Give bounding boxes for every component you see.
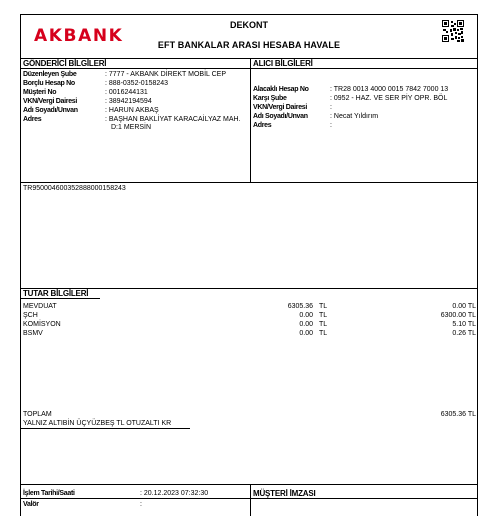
receiver-account-value: : TR28 0013 4000 0015 7842 7000 13 [330,86,449,93]
sender-address-value: : BAŞHAN BAKLİYAT KARACAİLYAZ MAH. [105,116,241,123]
transaction-date-value: : 20.12.2023 07:32:30 [140,490,209,497]
amount-row-cur1: TL [319,312,328,319]
amount-row-col2: 6300.00 TL [440,312,476,319]
akbank-logo: AKBANK [34,26,124,46]
amount-row-label: ŞCH [23,312,38,319]
transaction-date-underline [20,498,250,499]
amount-row-col1: 0.00 [299,330,313,337]
customer-signature-label: MÜŞTERİ İMZASI [253,489,316,498]
right-border [477,14,478,516]
sender-address-label: Adres [23,116,42,123]
amount-row-label: MEVDUAT [23,303,57,310]
amount-in-words: YALNIZ ALTIBİN ÜÇYÜZBEŞ TL OTUZALTI KR [23,420,172,427]
sender-title-underline [20,68,250,69]
receiver-account-label: Alacaklı Hesap No [253,86,309,93]
reference-bottom-line [20,288,478,289]
receiver-branch-value: : 0952 - HAZ. VE SER PİY OPR. BÖL [330,95,448,102]
amount-row-col1: 0.00 [299,312,313,319]
sender-name-value: : HARUN AKBAŞ [105,107,159,114]
total-value: 6305.36 TL [440,411,476,418]
receiver-section-title: ALICI BİLGİLERİ [253,59,313,68]
amount-section-title: TUTAR BİLGİLERİ [23,289,89,298]
receiver-tax-value: : [330,104,332,111]
party-info-bottom-line [20,182,478,183]
value-date-label: Valör [23,501,39,508]
receiver-name-label: Adı Soyadı/Unvan [253,113,308,120]
left-border [20,14,21,516]
amount-title-underline [20,298,100,299]
qr-code-icon [442,20,464,42]
amount-section-bottom-line [20,484,478,485]
amount-row-cur1: TL [319,321,328,328]
value-date-value: : [140,501,142,508]
reference-number: TR950004600352888000158243 [23,185,126,192]
sender-branch-value: : 7777 - AKBANK DİREKT MOBİL CEP [105,71,226,78]
amount-row-cur1: TL [319,303,328,310]
receiver-name-value: : Necat Yıldırım [330,113,379,120]
amount-row-col2: 0.00 TL [452,303,476,310]
sender-customer-no-value: : 0016244131 [105,89,148,96]
sender-address-value-line2: D:1 MERSİN [111,124,152,131]
transaction-type: EFT BANKALAR ARASI HESABA HAVALE [157,40,341,50]
sender-section-title: GÖNDERİCİ BİLGİLERİ [23,59,107,68]
document-title: DEKONT [230,20,268,30]
sender-receiver-divider [250,58,251,183]
receiver-branch-label: Karşı Şube [253,95,287,102]
top-border [20,14,478,15]
sender-name-label: Adı Soyadı/Unvan [23,107,78,114]
total-label: TOPLAM [23,411,52,418]
footer-divider [250,484,251,516]
sender-tax-value: : 38942194594 [105,98,152,105]
amount-row-col1: 0.00 [299,321,313,328]
amount-row-label: KOMİSYON [23,321,61,328]
amount-row-cur1: TL [319,330,328,337]
sender-account-value: : 888-0352-0158243 [105,80,169,87]
amount-in-words-underline [20,428,190,429]
signature-underline [250,498,478,499]
sender-tax-label: VKN/Vergi Dairesi [23,98,78,105]
receiver-address-value: : [330,122,332,129]
receipt-document [20,14,478,516]
amount-row-col2: 0.26 TL [452,330,476,337]
receiver-tax-label: VKN/Vergi Dairesi [253,104,308,111]
receiver-title-underline [250,68,478,69]
receiver-address-label: Adres [253,122,272,129]
sender-customer-no-label: Müşteri No [23,89,57,96]
transaction-date-label: İşlem Tarihi/Saati [23,490,75,497]
amount-row-col2: 5.10 TL [452,321,476,328]
sender-branch-label: Düzenleyen Şube [23,71,77,78]
sender-account-label: Borçlu Hesap No [23,80,75,87]
amount-row-label: BSMV [23,330,43,337]
amount-row-col1: 6305.36 [287,303,313,310]
